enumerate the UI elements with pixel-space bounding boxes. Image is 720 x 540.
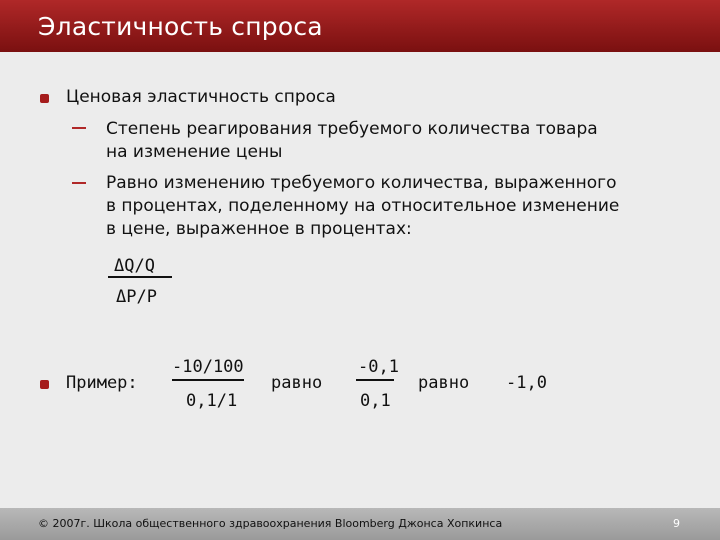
example-fraction-2-bar (356, 379, 394, 381)
bullet-marker (40, 380, 49, 389)
dash-marker (72, 182, 86, 184)
formula-numerator: ΔQ/Q (114, 256, 155, 276)
example-fraction-2-denominator: 0,1 (360, 391, 391, 411)
formula-fraction-bar (108, 276, 172, 278)
example-result: -1,0 (506, 373, 547, 393)
copyright-text: © 2007г. Школа общественного здравоохранения Bloomberg Джонса Хопкинса (38, 517, 503, 530)
example-fraction-1-denominator: 0,1/1 (186, 391, 238, 411)
slide-header (0, 0, 720, 52)
example-fraction-1-bar (172, 379, 244, 381)
example-fraction-1-numerator: -10/100 (172, 357, 244, 377)
page-number: 9 (673, 517, 680, 530)
sub-bullet-2-line-3: в цене, выраженное в процентах: (106, 219, 412, 239)
sub-bullet-2-line-2: в процентах, поделенному на относительное изменение (106, 196, 620, 216)
dash-marker (72, 127, 86, 129)
example-label: Пример: (66, 373, 138, 393)
sub-bullet-1-line-2: на изменение цены (106, 142, 283, 162)
bullet-heading: Ценовая эластичность спроса (66, 87, 336, 107)
sub-bullet-1-line-1: Степень реагирования требуемого количества товара (106, 119, 598, 139)
equals-word-2: равно (418, 373, 470, 393)
example-fraction-2-numerator: -0,1 (358, 357, 399, 377)
bullet-marker (40, 94, 49, 103)
slide-footer (0, 508, 720, 540)
formula-denominator: ΔP/P (116, 287, 157, 307)
equals-word-1: равно (271, 373, 323, 393)
slide-title: Эластичность спроса (38, 12, 323, 41)
sub-bullet-2-line-1: Равно изменению требуемого количества, выраженного (106, 173, 617, 193)
